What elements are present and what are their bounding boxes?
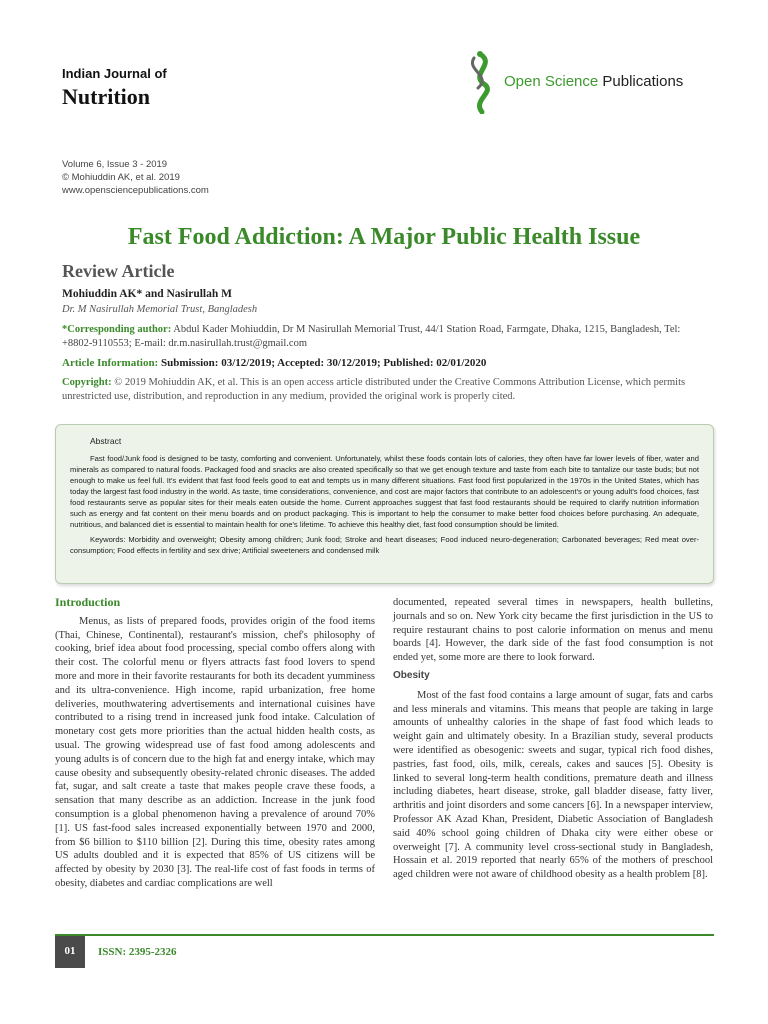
abstract-heading: Abstract — [90, 436, 122, 446]
keywords: Keywords: Morbidity and overweight; Obesity among children; Junk food; Stroke and heart diseases; Food induced neuro-degeneration; Carbonated beverages; Red meat over-consumption; Food effects in fertility and sex drive; Artificial sweeteners and condensed milk — [70, 535, 699, 555]
journal-name-line2: Nutrition — [62, 84, 150, 109]
copyright-notice — [62, 376, 716, 403]
page-number: 01 — [55, 936, 85, 968]
obesity-heading: Obesity — [393, 669, 430, 681]
issue-meta — [62, 158, 209, 197]
article-information — [62, 357, 486, 369]
article-type: Review Article — [62, 261, 175, 281]
corresponding-label: *Corresponding author: — [62, 324, 172, 335]
abstract-box — [55, 424, 714, 584]
issn: ISSN: 2395-2326 — [98, 946, 177, 958]
publisher-name-part2: Publications — [602, 73, 684, 90]
journal-name-line1: Indian Journal of — [62, 66, 167, 81]
corresponding-author — [62, 323, 712, 350]
journal-website-link[interactable]: www.opensciencepublications.com — [62, 185, 209, 196]
publisher-logo — [466, 50, 716, 114]
publisher-name-part1: Open Science — [504, 73, 599, 90]
publisher-name — [504, 73, 683, 90]
authors: Mohiuddin AK* and Nasirullah M — [62, 288, 232, 300]
copyright-text: © 2019 Mohiuddin AK, et al. This is an open access article distributed under the Creative Commons Attribution License, which permits unrestricted use, distribution, and reproduction in any medium, provided the original work is properly cited. — [62, 377, 686, 402]
article-title: Fast Food Addiction: A Major Public Health Issue — [127, 224, 641, 250]
copyright-label: Copyright: — [62, 377, 112, 388]
volume-issue: Volume 6, Issue 3 - 2019 — [62, 159, 168, 170]
affiliation: Dr. M Nasirullah Memorial Trust, Bangladesh — [62, 304, 258, 315]
introduction-paragraph: Menus, as lists of prepared foods, provides origin of the food items (Thai, Chinese, Continental), restaurant's mission, chef's philosophy of cooking, brief idea about food processing, special combo offers along with their cost. The colorful menu or flyers attracts fast food lovers to spend more and more in their favorite restaurants for both its decadent yumminess and its ultra-convenience. High income, rapid urbanization, free home deliveries, mouthwatering advertisements and international cuisines have contributed to a rising trend in increased junk food intake. Calculation of monetary cost gets more priorities than the actual hidden health costs, as usual. The growing widespread use of fast food among adolescents and young adults is of concern due to the high fat and energy intake, which may cause obesity and subsequently obesity-related chronic diseases. The added fat, sugar, and salt create a taste that makes people crave these foods, a sensation that many describe as an addiction. Increase in the junk food consumption is a global phenomenon having a prevalence of around 70% [1]. US fast-food sales increased exponentially between 1970 and 2000, from $6 billion to $110 billion [2]. During this time, obesity rates among US adults doubled and it is expected that 85% of US citizens will be affected by obesity by 2030 [3]. The real-life cost of fast foods in terms of obesity, diabetes and cardiac complications are well — [55, 615, 375, 889]
info-label: Article Information: — [62, 357, 159, 369]
corresponding-text: Abdul Kader Mohiuddin, Dr M Nasirullah Memorial Trust, 44/1 Station Road, Farmgate, Dhaka, 1215, Bangladesh, Tel: +8802-9110553; E-mail: dr.m.nasirullah.trust@gmail.com — [62, 324, 681, 349]
copyright-short: © Mohiuddin AK, et al. 2019 — [62, 172, 180, 183]
introduction-heading: Introduction — [55, 595, 121, 609]
footer-divider — [55, 934, 714, 936]
info-dates: Submission: 03/12/2019; Accepted: 30/12/2019; Published: 02/01/2020 — [160, 357, 487, 369]
abstract-text: Fast food/Junk food is designed to be tasty, comforting and convenient. Unfortunately, whilst these foods contain lots of calories, they often have far lower levels of fiber, water and minerals as compared to natural foods. Packaged food and snacks are also created specifically so that we get enough texture and taste from each bite to tantalize our taste buds; but not enough to make us feel full. It's evident that fast food feels good to eat and tempts us in many different situations. Fast food first popularized in the 1970s in the United States, which has today the largest fast food industry in the world. As taste, time considerations, convenience, and cost are major factors that contribute to an adolescent's or young adult's food choices, fast food restaurants serve as popular sites for their meals eaten outside the home. Current approaches suggest that fast food restaurants should be required to clarify nutrition information such as energy and fat content on their menu boards and on product packaging. This is important to help the consumer to make better food choices before purchasing. An adequate, nutritious, and balanced diet is essential to maintain health for one's lifetime. To achieve this healthy diet, fast food consumption should be limited. — [70, 454, 699, 529]
obesity-paragraph: Most of the fast food contains a large amount of sugar, fats and carbs and less minerals and vitamins. This means that people are taking in large amounts of unhealthy calories in the shape of fast food which leads to weight gain and ultimately obesity. In a Brazilian study, several products were identified as obesogenic: sweets and sugar, typical rich food dishes, pastries, fast food, oils, milk, cereals, cakes and sauces [5]. Obesity is linked to several long-term health conditions, premature death and illness including diabetes, heart disease, stroke, gall bladder disease, fatty liver, arthritis and joint disorders and some cancers [6]. In a newspaper interview, Professor AK Azad Khan, President, Diabetic Association of Bangladesh said 40% school going children of Dhaka city were either obese or overweight [7]. A community level cross-sectional study in Bangladesh, Hossain et al. 2019 reported that nearly 65% of the mothers of preschool aged children were not aware of childhood obesity as a health problem [8]. — [393, 689, 713, 881]
left-column — [55, 596, 375, 891]
introduction-continued: documented, repeated several times in newspapers, health bulletins, journals and so on. New York city became the first jurisdiction in the US to require restaurant chains to post calorie information on menus and menu boards [4]. However, the dark side of the fast food consumption is not ended yet, some more are there to look forward. — [393, 597, 713, 664]
right-column — [393, 596, 713, 882]
dna-helix-icon — [466, 50, 502, 114]
